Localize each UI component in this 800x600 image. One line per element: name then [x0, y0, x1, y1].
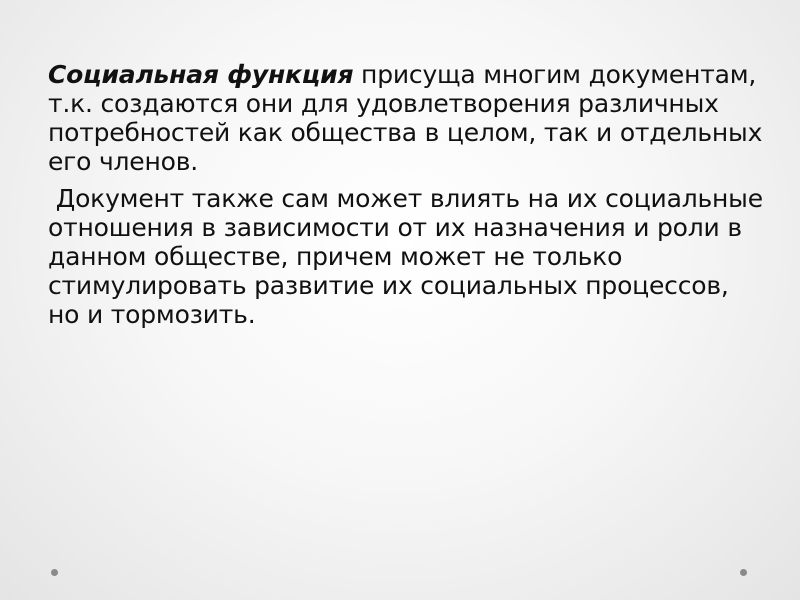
paragraph-2-text: Документ также сам может влиять на их социальные отношения в зависимости от их назначения и роли в данном обществе, причем может не только стимулировать развитие их социальных процессов, но и тормозить.: [48, 184, 763, 329]
corner-dot-left: [51, 569, 58, 576]
paragraph-1-text: присуща многим документам, т.к. создаются они для удовлетворения различных потребностей как общества в целом, так и отдельных его членов.: [48, 60, 763, 176]
paragraph-2-indent: [48, 184, 56, 213]
corner-dot-right: [740, 569, 747, 576]
slide-body: [48, 60, 763, 337]
paragraph-social-function: [48, 60, 763, 176]
paragraph-document-influence: [48, 184, 763, 329]
term-social-function: Социальная функция: [48, 60, 354, 89]
